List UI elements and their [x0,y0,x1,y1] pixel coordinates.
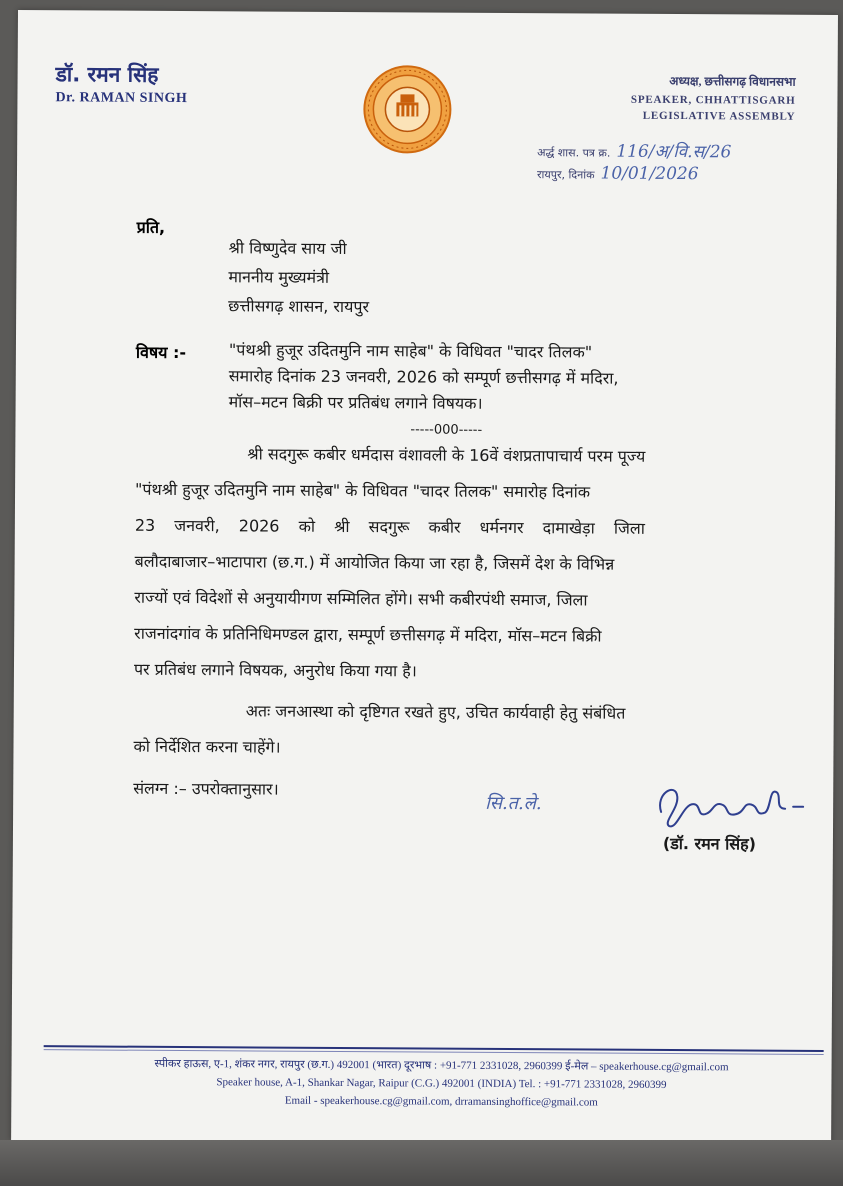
designation-english-line2: LEGISLATIVE ASSEMBLY [642,109,796,123]
reference-number [537,138,731,162]
body-paragraph-1 [134,436,768,692]
footer-address-english: Speaker house, A-1, Shankar Nagar, Raipur (C.G.) 492001 (INDIA) Tel. : +91-771 2331028, 2960399 [216,1076,667,1091]
reference-value: 116/अ/वि.स/26 [616,141,732,163]
subject-text [229,337,769,418]
subject-label: विषय :- [135,342,187,363]
address-line: श्री विष्णुदेव साय जी [228,238,347,259]
letterhead-name-english: Dr. RAMAN SINGH [55,90,188,107]
letterhead-name-hindi: डॉ. रमन सिंह [55,62,159,87]
to-label: प्रति, [136,217,166,237]
letter-date [537,163,699,184]
address-line: माननीय मुख्यमंत्री [228,267,330,287]
reference-label: अर्द्ध शास. पत्र क्र. [537,146,611,160]
paragraph-line: को निर्देशित करना चाहेंगे। [133,736,281,757]
separator: -----000----- [410,422,483,438]
paragraph-line: राज्यों एवं विदेशों से अनुयायीगण सम्मिलित होंगे। सभी कबीरपंथी समाज, जिला [134,587,588,610]
signatory-name: (डॉ. रमन सिंह) [662,833,756,854]
desk-background [0,1140,843,1186]
paragraph-line: बलौदाबाजार–भाटापारा (छ.ग.) में आयोजित किया जा रहा है, जिसमें देश के विभिन्न [134,551,615,574]
paragraph-line: "पंथश्री हुजूर उदितमुनि नाम साहेब" के विधिवत "चादर तिलक" समारोह दिनांक [135,479,591,502]
enclosure-note: संलग्न :– उपरोक्तानुसार। [133,778,279,799]
subject-line: "पंथश्री हुजूर उदितमुनि नाम साहेब" के विधिवत "चादर तिलक" [228,340,593,362]
handwritten-annotation: सि.त.ले. [485,792,542,815]
date-value: 10/01/2026 [600,163,699,185]
subject-line: मॉस–मटन बिक्री पर प्रतिबंध लगाने विषयक। [228,392,483,413]
date-label: रायपुर, दिनांक [536,168,595,182]
paragraph-line: पर प्रतिबंध लगाने विषयक, अनुरोध किया गया है। [133,659,417,681]
body-paragraph-2 [133,693,765,769]
address-line: छत्तीसगढ़ शासन, रायपुर [228,296,370,317]
paragraph-line: राजनांदगांव के प्रतिनिधिमण्डल द्वारा, सम्पूर्ण छत्तीसगढ़ में मदिरा, मॉस–मटन बिक्री [134,623,602,646]
assembly-emblem-icon [362,64,453,155]
designation-english-line1: SPEAKER, CHHATTISGARH [630,93,796,107]
paragraph-line: श्री सदगुरू कबीर धर्मदास वंशावली के 16वें वंशप्रतापाचार्य परम पूज्य [247,444,646,466]
footer-email: Email - speakerhouse.cg@gmail.com, drramansinghoffice@gmail.com [284,1094,598,1109]
subject-line: समारोह दिनांक 23 जनवरी, 2026 को सम्पूर्ण छत्तीसगढ़ में मदिरा, [228,366,619,388]
paragraph-line: 23 जनवरी, 2026 को श्री सदगुरू कबीर धर्मनगर दामाखेड़ा जिला [134,515,645,538]
designation-hindi: अध्यक्ष, छत्तीसगढ़ विधानसभा [669,73,796,89]
signature-icon [653,774,813,835]
footer-address-hindi: स्पीकर हाऊस, ए-1, शंकर नगर, रायपुर (छ.ग.) 492001 (भारत) दूरभाष : +91-771 2331028, 2960399 ई-मेल – speakerhouse.cg@gmail.com [154,1057,729,1074]
paragraph-line: अतः जनआस्था को दृष्टिगत रखते हुए, उचित कार्यवाही हेतु संबंधित [245,701,626,723]
letter-page [11,10,838,1145]
